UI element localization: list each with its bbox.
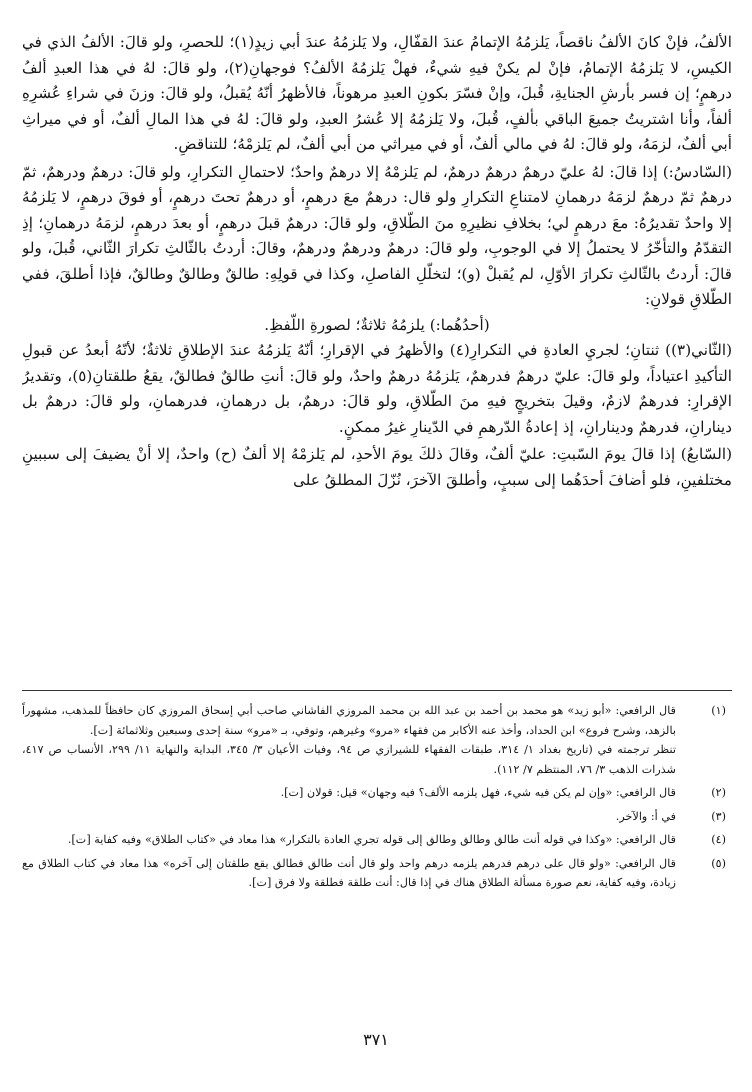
footnote-number: (٢) bbox=[711, 786, 726, 799]
book-page bbox=[22, 30, 732, 1082]
footnotes bbox=[22, 701, 732, 1031]
paragraph-1: الألفُ، فإنْ كانَ الألفُ ناقصاً، يَلزمُهُ الإتمامُ عندَ القفّالِ، ولا يَلزمُهُ عندَ أبي زيدٍ(١)؛ للحصرِ، ولو قالَ: الألفُ الذي في الكيسِ، لا يَلزمُهُ الإتمامُ، فإنْ لم يكنْ فيهِ شيءٌ، فهلْ يَلزمُهُ الألفُ؟ فوجهانِ(٢)، ولو قالَ: لهُ في هذا العبدِ ألفُ درهمٍ؛ إن فسر بأرشِ الجنايةِ، قُبلَ، وإنْ فسّرَ بكونِ العبدِ مرهوناً، فالأظهرُ أنّهُ يُقبلُ، ولو قالَ: وزنَ في شراءِ عُشرِهِ ألفاً، وأنا اشتريتُ جميعَ الباقي بألفٍ، قُبلَ، ولا يَلزمُهُ إلا عُشرُ العبدِ، ولو قالَ: لهُ في هذا المالِ ألفٌ، أو في ميراثِ أبي ألفٌ، لزمَهُ، ولو قالَ: لهُ في مالي ألفٌ، أو في ميراثي من أبي ألفٌ، لم يَلزمْهُ؛ للتناقضِ. bbox=[22, 33, 732, 153]
footnote-text bbox=[22, 830, 676, 850]
footnote-number: (٥) bbox=[711, 856, 726, 870]
footnote-text bbox=[22, 807, 676, 827]
footnote bbox=[22, 783, 732, 803]
footnote-line: قال الرافعي: «وكذا في قوله أنت طالق وطالق وطالق إلى قوله تجري العادة بالتكرار» هذا معاد في «كتاب الطلاق» وفيه كفاية [ت]. bbox=[67, 833, 676, 846]
footnote-text bbox=[22, 783, 676, 803]
main-text bbox=[22, 30, 732, 688]
first-opinion: (أحدُهُما:) يلزمُهُ ثلاثةٌ؛ لصورةِ اللّفظِ. bbox=[264, 315, 490, 334]
footnote-line: في أ: والآخر. bbox=[615, 809, 676, 823]
footnote-text bbox=[22, 854, 676, 893]
footnote-number: (١) bbox=[711, 704, 726, 717]
footnote bbox=[22, 701, 732, 779]
section-seventh: (السّابعُ) إذا قالَ يومَ السّبتِ: عليّ ألفٌ، وقالَ ذلكَ يومَ الأحدِ، لم يَلزمْهُ إلا ألفٌ (ح) واحدٌ، إلا أنْ يضيفَ إلى سببينِ مختلفينِ، فلو أضافَ أحدَهُما إلى سببٍ، وأطلقَ الآخرَ، نُزّلَ المطلقُ على bbox=[22, 445, 732, 489]
second-opinion: (الثّاني(٣)) ثنتانِ؛ لجريِ العادةِ في التكرارِ(٤) والأظهرُ في الإقرارِ؛ أنّهُ يَلزمُهُ عندَ الإطلاقِ ثلاثةٌ؛ لأنّهُ أبعدُ عن قبولِ التأكيدِ اعتياداً، ولو قالَ: عليّ درهمٌ فدرهمٌ، يَلزمُهُ درهمٌ واحدٌ، ولو قالَ: أنتِ طالقٌ فطالقٌ، يقعُ طلقتانِ(٥)، وتقديرُ الإقرارِ: فدرهمٌ لازمٌ، وقيلَ بتخريجٍ فيهِ منَ الطّلاقِ، ولو قالَ: درهمٌ، بل درهمانِ، فدرهمانِ، ولو قالَ: درهمٌ بل دينارانِ، فدرهمٌ ودينارانِ، إذ إعادةُ الدّرهمِ في الدّينارِ غيرُ ممكنٍ. bbox=[22, 341, 732, 436]
section-sixth: (السّادسُ:) إذا قالَ: لهُ عليّ درهمٌ درهمٌ درهمٌ، لم يَلزمْهُ إلا درهمٌ واحدٌ؛ لاحتمالِ التكرارِ، ولو قالَ: درهمٌ ودرهمٌ، ثمّ درهمٌ ثمّ درهمٌ لزمَهُ درهمانِ لامتناعِ التكرارِ ولو قال: درهمٌ معَ درهمٍ، أو درهمٌ تحتَ درهمٍ، أو فوقَ درهمٍ، لا يَلزمُهُ إلا واحدٌ تقديرُهُ: معَ درهمٍ لي؛ بخلافِ نظيرِهِ منَ الطّلاقِ، ولو قالَ: درهمٌ قبلَ درهمٍ، أو بعدَ درهمٍ، لزمَهُ درهمانِ؛ إذِ التقدّمُ والتأخّرُ لا يحتملُ إلا في الوجوبِ، ولو قالَ: درهمٌ ودرهمٌ ودرهمٌ، وقالَ: أردتُ بالثّالثِ تكرارَ الثّاني، قُبلَ، ولو قالَ: أردتُ بالثّالثِ تكرارَ الأوّلِ، لم يُقبلْ (و)؛ لتخلّلِ الفاصلِ، وكذا في قولِهِ: طالقٌ وطالقٌ وطالقٌ، فإذا أطلقَ، ففي الطّلاقِ قولانِ: bbox=[22, 162, 732, 308]
footnote-line: قال الرافعي: «ولو قال على درهم فدرهم يلزمه درهم واحد ولو قال أنت طالق فطالق يقع طلقتان إلى آخره» هذا معاد في كتاب الطلاق مع زيادة، وفيه كفاية، نعم صورة مسألة الطلاق هناك في إذا قال: أنت طلقة فطلقة ولا فرق [ت]. bbox=[22, 856, 676, 889]
footnote bbox=[22, 807, 732, 827]
footnote-divider bbox=[22, 690, 732, 691]
footnote-line: قال الرافعي: «وإن لم يكن فيه شيء، فهل يلزمه الألف؟ فيه وجهان» قيل: قولان [ت]. bbox=[280, 786, 676, 799]
footnote-line: قال الرافعي: «أبو زيد» هو محمد بن أحمد بن عبد الله بن محمد المروزي الفاشاني صاحب أبي إسحاق المروزي كان حافظاً للمذهب، مشهوراً بالزهد، وشرح فروع» ابن الحداد، وأخذ عنه الأكابر من فقهاء «مرو» وغيرهم، وتوفي، بـ «مرو» سنة إحدى وسبعين وثلاثمائة [ت]. bbox=[22, 704, 676, 737]
footnote-number: (٤) bbox=[711, 833, 726, 846]
footnote-text bbox=[22, 701, 676, 779]
footnote bbox=[22, 830, 732, 850]
footnote-line: تنظر ترجمته في (تاريخ بغداد ١/ ٣١٤، طبقات الفقهاء للشيرازي ص ٩٤، وفيات الأعيان ٣/ ٣٤٥، البداية والنهاية ١١/ ٢٩٩، الأنساب ص ٤١٧، شذرات الذهب ٣/ ٧٦، المنتظم ٧/ ١١٢). bbox=[22, 743, 677, 776]
footnote-number: (٣) bbox=[711, 809, 726, 823]
footnote bbox=[22, 854, 732, 893]
page-number: ٣٧١ bbox=[363, 1030, 389, 1049]
